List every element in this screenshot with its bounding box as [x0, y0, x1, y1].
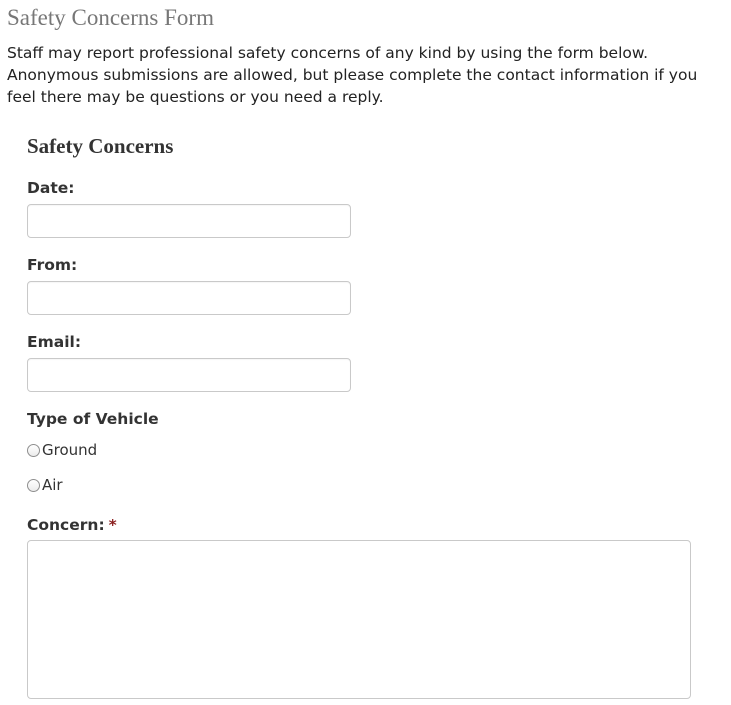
concern-label	[27, 515, 117, 535]
intro-line: feel there may be questions or you need a reply.	[7, 88, 384, 106]
radio-ground-label[interactable]: Ground	[42, 441, 98, 459]
from-input[interactable]	[27, 281, 351, 315]
concern-label-text: Concern:	[27, 516, 105, 534]
vehicle-type-label: Type of Vehicle	[27, 410, 159, 428]
radio-ground[interactable]	[27, 444, 40, 457]
radio-air-label[interactable]: Air	[42, 476, 63, 494]
radio-air[interactable]	[27, 479, 40, 492]
email-input[interactable]	[27, 358, 351, 392]
vehicle-option-ground[interactable]	[27, 440, 97, 460]
from-label: From:	[27, 256, 78, 274]
page-title: Safety Concerns Form	[7, 5, 214, 30]
vehicle-option-air[interactable]	[27, 475, 63, 495]
intro-line: Staff may report professional safety concerns of any kind by using the form below.	[7, 44, 649, 62]
intro-text	[7, 42, 729, 108]
intro-line: Anonymous submissions are allowed, but please complete the contact information if you	[7, 66, 698, 84]
concern-textarea[interactable]	[27, 540, 691, 699]
date-input[interactable]	[27, 204, 351, 238]
date-label: Date:	[27, 179, 75, 197]
email-label: Email:	[27, 333, 82, 351]
form-heading: Safety Concerns	[27, 134, 174, 158]
required-marker: *	[108, 516, 117, 534]
